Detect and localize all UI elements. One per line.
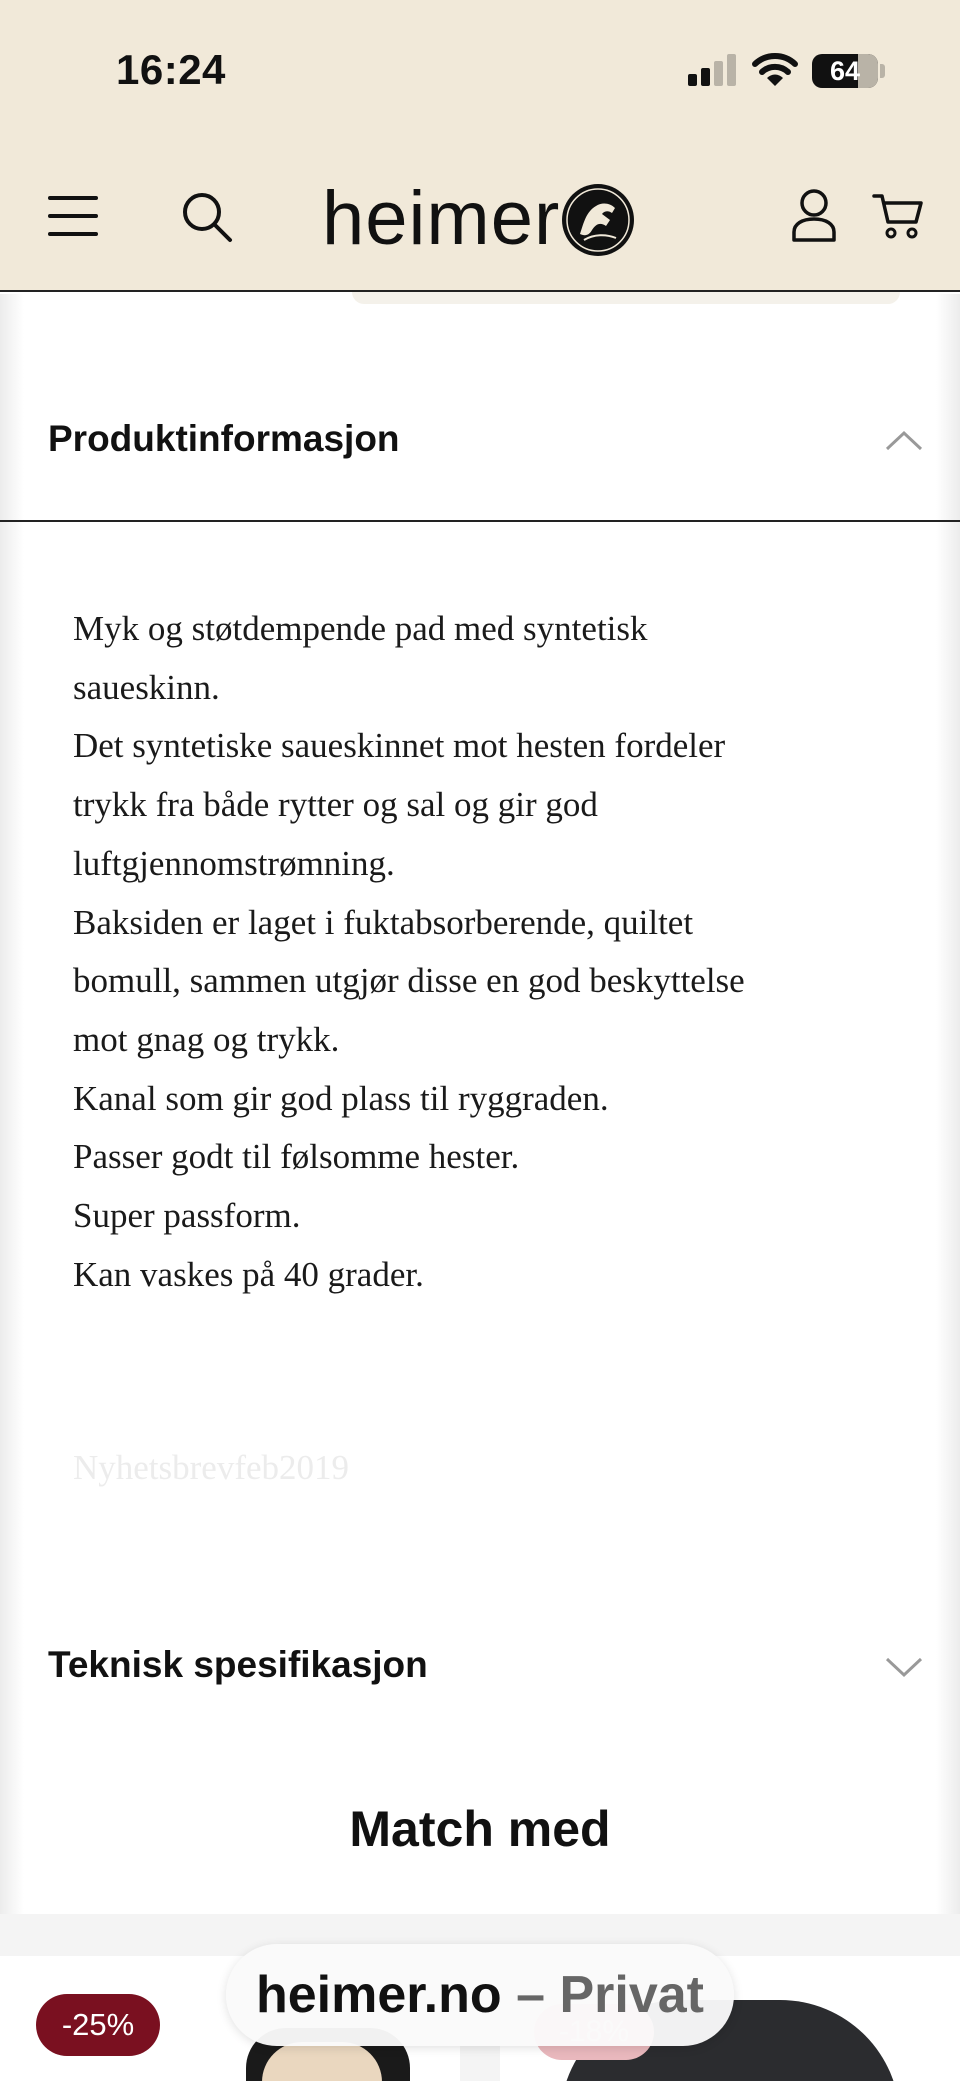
discount-badge: -25% <box>36 1994 160 2056</box>
description-line: Kanal som gir god plass til ryggraden. <box>73 1078 609 1118</box>
description-line: luftgjennomstrømning. <box>73 843 395 883</box>
battery-level: 64 <box>829 56 861 86</box>
chevron-up-icon[interactable] <box>884 428 924 452</box>
accordion-title-tech-spec[interactable]: Teknisk spesifikasjon <box>48 1644 428 1685</box>
chevron-down-icon[interactable] <box>884 1656 924 1680</box>
description-line: Passer godt til følsomme hester. <box>73 1137 520 1177</box>
product-description <box>73 600 853 1304</box>
newsletter-tag: Nyhetsbrevfeb2019 <box>73 1448 350 1487</box>
menu-icon[interactable] <box>48 196 98 236</box>
description-line: saueskinn. <box>73 667 220 707</box>
logo-text: heimer <box>322 176 561 261</box>
search-icon[interactable] <box>180 190 234 244</box>
private-mode-label: Privat <box>559 1966 704 2024</box>
status-bar <box>0 0 960 140</box>
accordion-divider <box>0 520 960 522</box>
logo-horse-icon <box>560 182 636 258</box>
browser-url-bar[interactable] <box>226 1944 734 2046</box>
side-shadow-right <box>936 294 960 1914</box>
url-separator: – <box>516 1966 546 2024</box>
user-icon[interactable] <box>790 188 838 244</box>
description-line: bomull, sammen utgjør disse en god beskyttelse <box>73 961 745 1001</box>
site-header <box>0 140 960 292</box>
description-line: Kan vaskes på 40 grader. <box>73 1254 424 1294</box>
cart-icon[interactable] <box>872 192 924 240</box>
side-shadow-left <box>0 294 24 1914</box>
status-time: 16:24 <box>116 46 226 93</box>
description-line: Super passform. <box>73 1196 301 1236</box>
description-line: Myk og støtdempende pad med syntetisk <box>73 609 648 648</box>
cellular-signal-icon <box>688 54 738 86</box>
accordion-title-product-info[interactable]: Produktinformasjon <box>48 418 400 459</box>
wifi-icon <box>752 52 798 88</box>
battery-tip <box>880 64 885 78</box>
description-line: Baksiden er laget i fuktabsorberende, quiltet <box>73 902 694 942</box>
battery-icon <box>812 54 878 88</box>
url-domain: heimer.no <box>256 1966 502 2024</box>
tab-stub <box>352 292 900 304</box>
match-section-title: Match med <box>349 1801 611 1857</box>
description-line: trykk fra både rytter og sal og gir god <box>73 785 598 825</box>
description-line: Det syntetiske saueskinnet mot hesten fordeler <box>73 726 726 766</box>
description-line: mot gnag og trykk. <box>73 1019 340 1059</box>
